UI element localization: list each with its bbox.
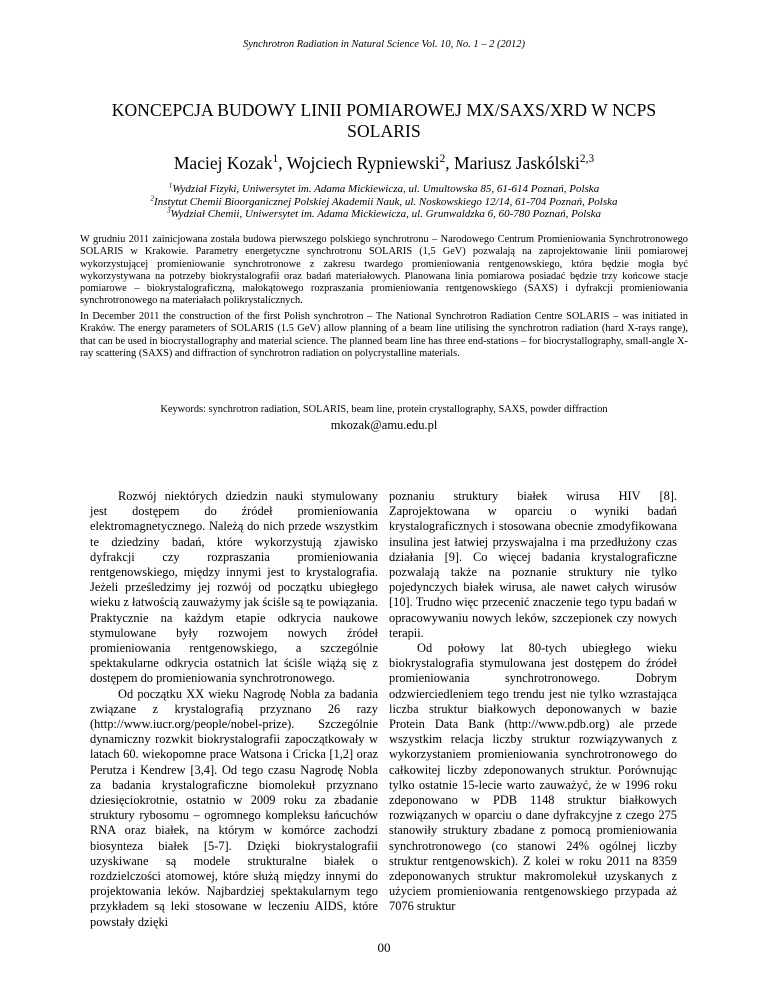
page-number: 00 (377, 940, 391, 955)
affiliations (0, 183, 768, 221)
body-column-left (90, 489, 378, 930)
keywords: Keywords: synchrotron radiation, SOLARIS, beam line, protein crystallography, SAXS, powder diffraction (160, 404, 608, 415)
paragraph: poznaniu struktury białek wirusa HIV [8]. Zaprojektowana w oparciu o wyniki badań krystalograficznych i stosowana obecnie zmodyfikowana insulina jest łatwiej przyswajalna i ma przedłużony czas działania [9]. Co więcej badania krystalograficzne pozwalają także na poznanie struktury nie tylko pojedynczych białek wirusa, ale nawet całych wirusów [10]. Trudno więc przecenić znaczenie tego typu badań w opracowywaniu nowych leków, szczepionek czy nowych terapii. (389, 489, 677, 640)
paragraph: Od początku XX wieku Nagrodę Nobla za badania związane z krystalografią przyznano 26 razy (http://www.iucr.org/people/nobel-prize). Szczególnie dynamiczny rozwkit biokrystalografii zapoczątkowały w latach 60. wiekopomne prace Watsona i Cricka [1,2] oraz Perutza i Kendrew [3,4]. Od tego czasu Nagrodę Nobla za badania krystalograficzne biomolekuł przyznano dziesięciokrotnie, ostatnio w 2009 roku za zbadanie struktury rybosomu – ogromnego kompleksu łańcuchów RNA oraz białek, na którym w komórce zachodzi biosynteza białek [5-7]. Dzięki biokrystalografii uzyskiwane są modele strukturalne białek o rozdzielczości atomowej, które służą między innymi do projektowania leków. Najbardziej spektakularnym tego przykładem są leki stosowane w leczeniu AIDS, które powstały dzięki (90, 686, 378, 929)
journal-header: Synchrotron Radiation in Natural Science Vol. 10, No. 1 – 2 (2012) (242, 39, 526, 50)
affiliation-1: $^1$Wydział Fizyki, Uniwersytet im. Adama Mickiewicza, ul. Umultowska 85, 61-614 Poznań, Polska (168, 181, 600, 195)
paragraph: Od połowy lat 80-tych ubiegłego wieku biokrystalografia stymulowana jest dostępem do źródeł promieniowania synchrotronowego. Dobrym odzwierciedleniem tego trendu jest nie tylko wzrastająca liczba struktur białkowych deponowanych w bazie Protein Data Bank (http://www.pdb.org) ale przede wszystkim relacja liczby struktur rozwiązywanych z wykorzystaniem promieniowania synchrotronowego do całkowitej liczby zdeponowanych struktur. Porównując tylko ostatnie 15-lecie warto zauważyć, że w 1996 roku zdeponowano w PDB 1148 struktur białkowych rozwiązanych w oparciu o dane dyfrakcyjne z czego 275 stanowiły struktury zbadane z pomocą promieniowania synchrotronowego (co stanowi 24% ogólnej liczby struktur rentgenowskich). Z kolei w roku 2011 na 8359 zdeponowanych struktur makromolekuł uzyskanych z użyciem promieniowania rentgenowskiego przypada aż 7076 struktur (389, 641, 677, 914)
affiliation-2: $^2$Instytut Chemii Bioorganicznej Polskiej Akademii Nauk, ul. Noskowskiego 12/14, 61-704 Poznań, Polska (150, 193, 618, 208)
author-2: Wojciech Rypniewski$^2$, (286, 153, 455, 173)
author-3: Mariusz Jaskólski$^{2,3}$ (454, 153, 595, 173)
authors-line (0, 153, 768, 174)
paragraph: Rozwój niektórych dziedzin nauki stymulowany jest dostępem do źródeł promieniowania elektromagnetycznego. Należą do nich przede wszystkim te dziedziny badań, które wykorzystują zjawisko dyfrakcji czy rozpraszania promieniowania rentgenowskiego, między innymi jest to krystalografia. Jeżeli prześledzimy jej rozwój od początku ubiegłego wieku z łatwością zauważymy jak ściśle są te powiązania. Praktycznie na każdym etapie odkrycia naukowe stymulowane były rozwojem nowych źródeł promieniowania rentgenowskiego, a szczególnie spektakularne odkrycia ostatnich lat ściśle wiążą się z dostępem do promieniowania synchrotronowego. (90, 489, 378, 686)
abstract-polish: W grudniu 2011 zainicjowana została budowa pierwszego polskiego synchrotronu – Narodowego Centrum Promieniowania Synchrotronowego SOLARIS w Krakowie. Parametry energetyczne synchrotronu SOLARIS (1,5 GeV) pozwalają na zaprojektowanie linii pomiarowej wykorzystującej promieniowanie synchrotronowe z zakresu twardego promieniowania rentgenowskiego, która będzie mogła być wykorzystywana na potrzeby biokrystalografii oraz badań materiałowych. Planowana linia pomiarowa posiadać będzie trzy końcowe stacje pomiarowe – biokrystalograficzną, małokątowego rozpraszania promieniowania rentgenowskiego (SAXS) i dyfrakcji promieniowania synchrotronowego na materiałach polikrystalicznych. (80, 234, 688, 307)
affiliation-3: $^3$Wydział Chemii, Uniwersytet im. Adama Mickiewicza, ul. Grunwaldzka 6, 60-780 Poznań, Polska (166, 206, 602, 220)
body-column-right (389, 489, 677, 915)
abstract-english: In December 2011 the construction of the first Polish synchrotron – The National Synchrotron Radiation Centre SOLARIS – was initiated in Kraków. The energy parameters of SOLARIS (1.5 GeV) allow planning of a beam line utilising the synchrotron radiation (hard X-rays range), that can be used in biocrystallography and material science. The planned beam line has three end-stations – for biocrystallography, small-angle X-ray scattering (SAXS) and diffraction of synchrotron radiation on polycrystalline materials. (80, 311, 688, 359)
author-1: Maciej Kozak$^1$, (173, 153, 287, 173)
paper-title: KONCEPCJA BUDOWY LINII POMIAROWEJ MX/SAXS/XRD W NCPS SOLARIS (111, 100, 657, 141)
contact-email: mkozak@amu.edu.pl (330, 418, 438, 432)
